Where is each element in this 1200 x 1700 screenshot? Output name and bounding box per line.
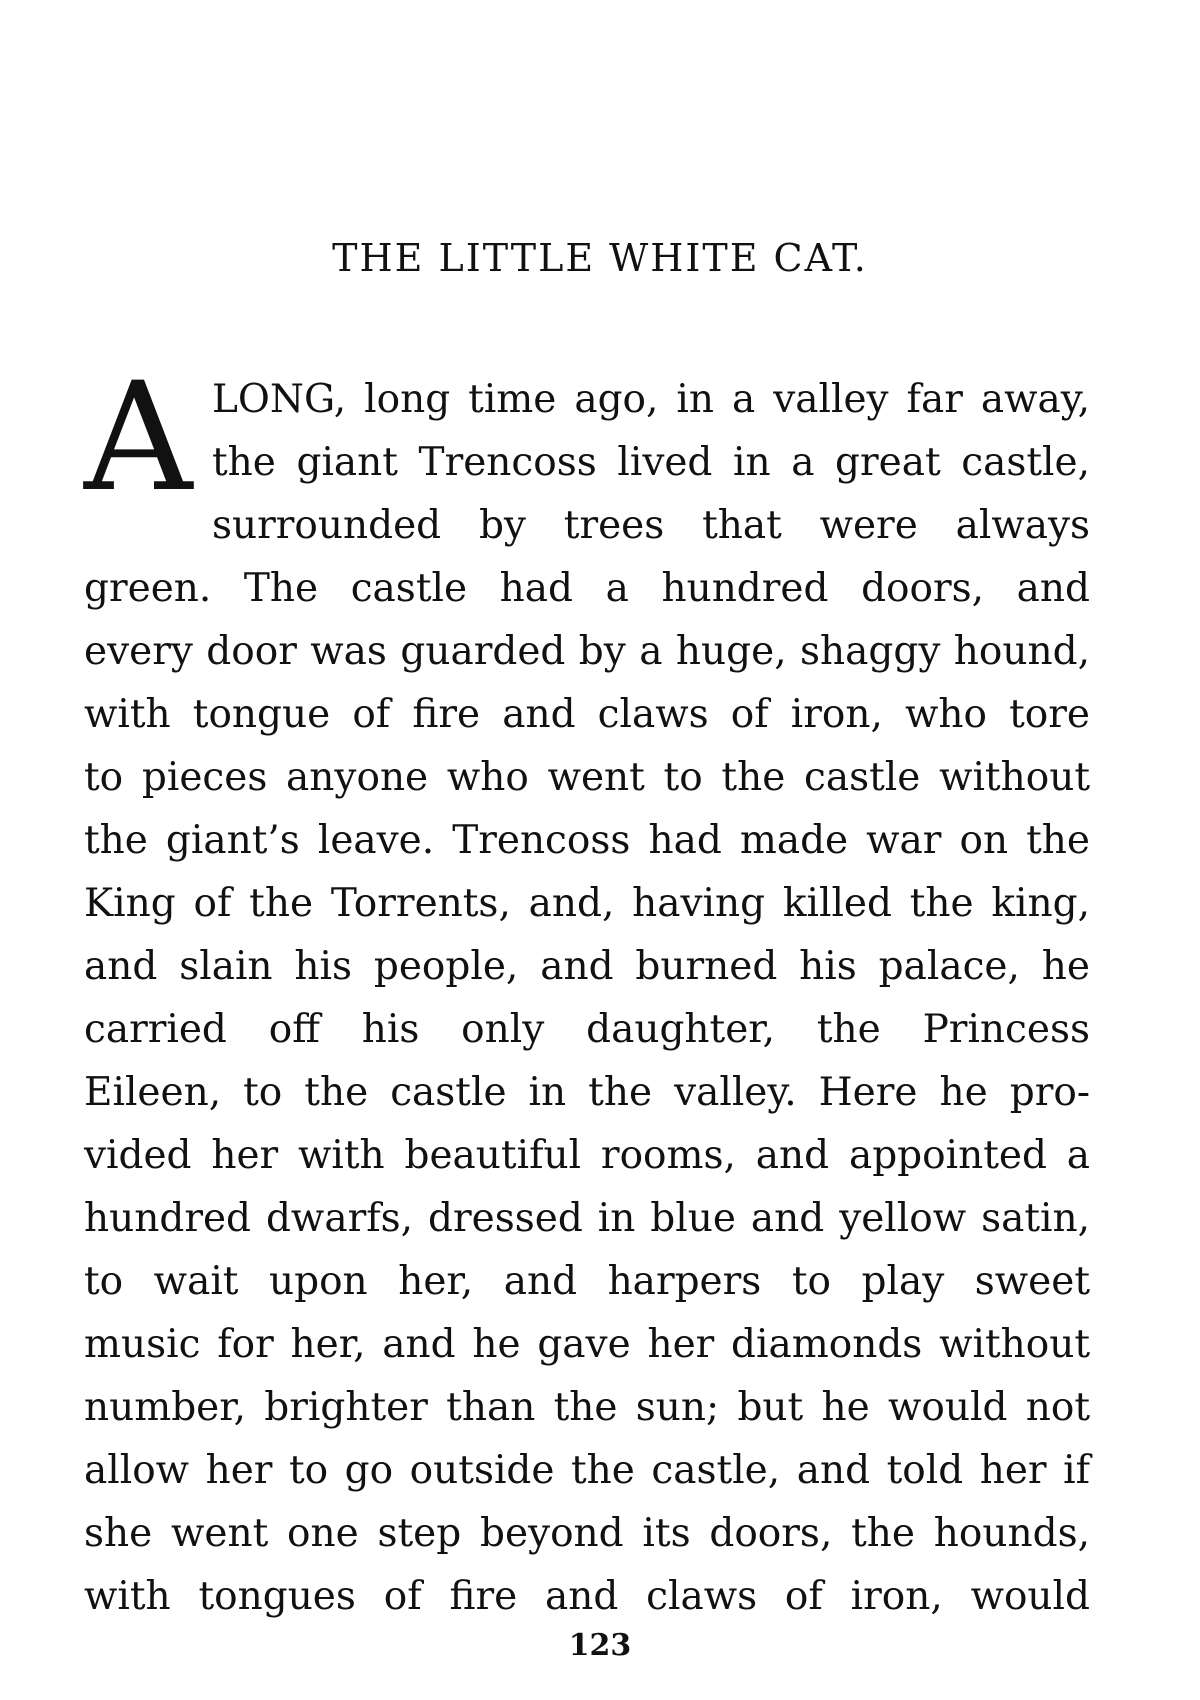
text-line: number, brighter than the sun; but he would not bbox=[84, 1385, 1090, 1430]
text-line: surrounded by trees that were always bbox=[212, 503, 1090, 548]
text-line: she went one step beyond its doors, the hounds, bbox=[84, 1511, 1090, 1556]
text-line: the giant Trencoss lived in a great castle, bbox=[212, 440, 1090, 485]
body-text bbox=[84, 351, 1090, 1628]
text-line: carried off his only daughter, the Princess bbox=[84, 1007, 1090, 1052]
text-line: hundred dwarfs, dressed in blue and yellow satin, bbox=[84, 1196, 1090, 1241]
text-line: Eileen, to the castle in the valley. Here he pro- bbox=[84, 1070, 1090, 1115]
drop-cap: A bbox=[84, 351, 193, 525]
text-line: to wait upon her, and harpers to play sweet bbox=[84, 1259, 1090, 1304]
text-line: music for her, and he gave her diamonds without bbox=[84, 1322, 1090, 1367]
text-line: vided her with beautiful rooms, and appointed a bbox=[84, 1133, 1090, 1178]
text-line: with tongue of fire and claws of iron, who tore bbox=[84, 692, 1090, 737]
text-line: LONG, long time ago, in a valley far away, bbox=[212, 377, 1090, 422]
text-line: and slain his people, and burned his palace, he bbox=[84, 944, 1090, 989]
text-line: with tongues of fire and claws of iron, would bbox=[84, 1574, 1090, 1619]
text-line: green. The castle had a hundred doors, and bbox=[84, 566, 1090, 611]
chapter-title: THE LITTLE WHITE CAT. bbox=[332, 236, 868, 280]
text-line: allow her to go outside the castle, and told her if bbox=[84, 1448, 1090, 1493]
text-line: King of the Torrents, and, having killed the king, bbox=[84, 881, 1090, 926]
text-line: every door was guarded by a huge, shaggy hound, bbox=[84, 629, 1090, 674]
text-line: the giant’s leave. Trencoss had made war on the bbox=[84, 818, 1090, 863]
text-line: to pieces anyone who went to the castle without bbox=[84, 755, 1090, 800]
page-number: 123 bbox=[568, 1628, 632, 1663]
